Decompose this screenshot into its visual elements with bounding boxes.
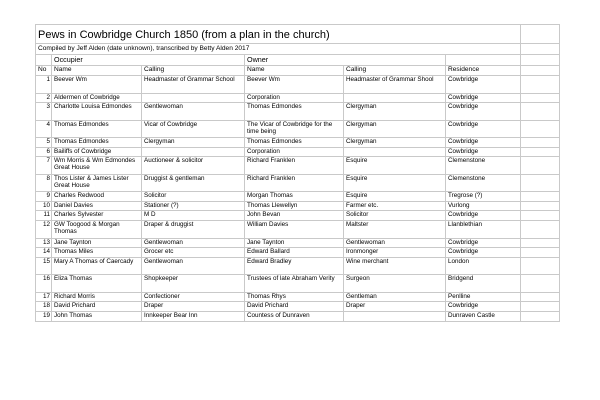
spreadsheet xyxy=(35,24,560,322)
cell-occupier-calling: Draper & druggist xyxy=(142,221,245,239)
cell-occupier-calling: Stationer (?) xyxy=(142,201,245,211)
cell-residence: Tregrose (?) xyxy=(446,192,521,202)
cell-occupier-name: Mary A Thomas of Caercady xyxy=(52,257,142,275)
cell-owner-calling: Gentleman xyxy=(344,292,446,302)
subtitle-row xyxy=(36,44,560,55)
cell-owner-name: The Vicar of Cowbridge for the time being xyxy=(245,120,344,138)
cell-occupier-calling: Confectioner xyxy=(142,292,245,302)
table-row xyxy=(36,93,560,103)
table-row xyxy=(36,302,560,312)
empty-cell xyxy=(521,157,560,175)
cell-owner-calling: Farmer etc. xyxy=(344,201,446,211)
occupier-group-header: Occupier xyxy=(52,55,245,66)
table-row xyxy=(36,138,560,148)
cell-occupier-name: Thomas Edmondes xyxy=(52,138,142,148)
cell-occupier-calling: Gentlewoman xyxy=(142,238,245,248)
cell-residence: Cowbridge xyxy=(446,211,521,221)
cell-owner-name: David Prichard xyxy=(245,302,344,312)
empty-cell xyxy=(521,55,560,66)
empty-cell xyxy=(521,248,560,258)
cell-residence: Cowbridge xyxy=(446,238,521,248)
cell-no: 18 xyxy=(36,302,52,312)
cell-occupier-name: Charlotte Louisa Edmondes xyxy=(52,103,142,121)
cell-occupier-name: Charles Redwood xyxy=(52,192,142,202)
cell-owner-calling: Esquire xyxy=(344,174,446,192)
cell-occupier-name: Bailiffs of Cowbridge xyxy=(52,147,142,157)
cell-residence: Cowbridge xyxy=(446,76,521,94)
cell-occupier-name: Richard Morris xyxy=(52,292,142,302)
empty-cell xyxy=(521,201,560,211)
cell-owner-calling xyxy=(344,93,446,103)
header-owner-calling: Calling xyxy=(344,66,446,76)
title-row xyxy=(36,25,560,44)
cell-occupier-calling: Shopkeeper xyxy=(142,275,245,293)
cell-owner-calling: Gentlewoman xyxy=(344,238,446,248)
cell-owner-name: Morgan Thomas xyxy=(245,192,344,202)
cell-no: 6 xyxy=(36,147,52,157)
cell-no: 9 xyxy=(36,192,52,202)
empty-cell xyxy=(521,103,560,121)
cell-owner-calling: Maltster xyxy=(344,221,446,239)
cell-owner-calling: Ironmonger xyxy=(344,248,446,258)
header-owner-name: Name xyxy=(245,66,344,76)
cell-owner-calling: Surgeon xyxy=(344,275,446,293)
table-row xyxy=(36,174,560,192)
cell-owner-name: Beever Wm xyxy=(245,76,344,94)
empty-cell xyxy=(521,257,560,275)
cell-owner-name: Thomas Edmondes xyxy=(245,138,344,148)
cell-no: 17 xyxy=(36,292,52,302)
table-row xyxy=(36,248,560,258)
cell-occupier-calling: Auctioneer & solicitor xyxy=(142,157,245,175)
empty-cell xyxy=(521,138,560,148)
table-row xyxy=(36,292,560,302)
empty-cell xyxy=(36,55,52,66)
table-row xyxy=(36,147,560,157)
cell-no: 19 xyxy=(36,311,52,321)
cell-owner-name: Jane Taynton xyxy=(245,238,344,248)
cell-owner-name: Edward Bradley xyxy=(245,257,344,275)
column-header-row xyxy=(36,66,560,76)
cell-no: 11 xyxy=(36,211,52,221)
cell-owner-name: Corporation xyxy=(245,147,344,157)
cell-occupier-calling xyxy=(142,93,245,103)
cell-owner-calling: Wine merchant xyxy=(344,257,446,275)
cell-occupier-name: David Prichard xyxy=(52,302,142,312)
empty-cell xyxy=(521,174,560,192)
cell-owner-name: Thomas Rhys xyxy=(245,292,344,302)
cell-occupier-name: Thos Lister & James Lister Great House xyxy=(52,174,142,192)
empty-cell xyxy=(521,66,560,76)
cell-owner-name: Richard Franklen xyxy=(245,174,344,192)
empty-cell xyxy=(521,25,560,44)
cell-owner-name: Thomas Llewellyn xyxy=(245,201,344,211)
table-row xyxy=(36,275,560,293)
table-row xyxy=(36,157,560,175)
cell-owner-calling: Clergyman xyxy=(344,138,446,148)
cell-residence: Cowbridge xyxy=(446,147,521,157)
cell-occupier-name: Charles Sylvester xyxy=(52,211,142,221)
cell-no: 16 xyxy=(36,275,52,293)
cell-occupier-name: John Thomas xyxy=(52,311,142,321)
empty-cell xyxy=(521,192,560,202)
cell-owner-name: John Bevan xyxy=(245,211,344,221)
header-no: No xyxy=(36,66,52,76)
cell-no: 3 xyxy=(36,103,52,121)
empty-cell xyxy=(521,275,560,293)
pews-table xyxy=(35,24,560,322)
cell-owner-calling: Esquire xyxy=(344,192,446,202)
cell-no: 2 xyxy=(36,93,52,103)
cell-occupier-calling xyxy=(142,147,245,157)
group-header-row xyxy=(36,55,560,66)
cell-no: 5 xyxy=(36,138,52,148)
cell-owner-calling xyxy=(344,147,446,157)
cell-no: 15 xyxy=(36,257,52,275)
cell-occupier-name: GW Toogood & Morgan Thomas xyxy=(52,221,142,239)
cell-occupier-calling: Gentlewoman xyxy=(142,257,245,275)
empty-cell xyxy=(521,311,560,321)
cell-occupier-name: Eliza Thomas xyxy=(52,275,142,293)
cell-no: 7 xyxy=(36,157,52,175)
cell-occupier-calling: Druggist & gentleman xyxy=(142,174,245,192)
cell-occupier-calling: Clergyman xyxy=(142,138,245,148)
cell-owner-calling: Draper xyxy=(344,302,446,312)
cell-residence: Cowbridge xyxy=(446,120,521,138)
empty-cell xyxy=(521,211,560,221)
cell-occupier-name: Aldermen of Cowbridge xyxy=(52,93,142,103)
cell-residence: Clemenstone xyxy=(446,174,521,192)
cell-residence: London xyxy=(446,257,521,275)
empty-cell xyxy=(521,120,560,138)
cell-occupier-name: Jane Taynton xyxy=(52,238,142,248)
table-row xyxy=(36,201,560,211)
table-row xyxy=(36,120,560,138)
cell-residence: Cowbridge xyxy=(446,93,521,103)
table-row xyxy=(36,311,560,321)
cell-residence: Clemenstone xyxy=(446,157,521,175)
cell-occupier-calling: Grocer etc xyxy=(142,248,245,258)
cell-no: 1 xyxy=(36,76,52,94)
header-occupier-name: Name xyxy=(52,66,142,76)
cell-residence: Penlline xyxy=(446,292,521,302)
cell-occupier-calling: Headmaster of Grammar School xyxy=(142,76,245,94)
header-residence: Residence xyxy=(446,66,521,76)
cell-owner-name: Richard Franklen xyxy=(245,157,344,175)
cell-owner-calling: Solicitor xyxy=(344,211,446,221)
empty-cell xyxy=(446,55,521,66)
cell-no: 4 xyxy=(36,120,52,138)
table-row xyxy=(36,221,560,239)
cell-owner-name: Trustees of late Abraham Verity xyxy=(245,275,344,293)
empty-cell xyxy=(521,93,560,103)
cell-residence: Dunraven Castle xyxy=(446,311,521,321)
sheet-title: Pews in Cowbridge Church 1850 (from a plan in the church) xyxy=(36,25,521,44)
cell-occupier-name: Thomas Edmondes xyxy=(52,120,142,138)
cell-residence: Cowbridge xyxy=(446,138,521,148)
empty-cell xyxy=(521,76,560,94)
cell-residence: Cowbridge xyxy=(446,248,521,258)
cell-owner-name: Thomas Edmondes xyxy=(245,103,344,121)
table-row xyxy=(36,257,560,275)
cell-owner-calling: Esquire xyxy=(344,157,446,175)
empty-cell xyxy=(521,221,560,239)
sheet-subtitle: Compiled by Jeff Alden (date unknown), transcribed by Betty Alden 2017 xyxy=(36,44,521,55)
owner-group-header: Owner xyxy=(245,55,446,66)
cell-residence: Vurlong xyxy=(446,201,521,211)
cell-owner-calling: Headmaster of Grammar Shool xyxy=(344,76,446,94)
table-row xyxy=(36,192,560,202)
table-row xyxy=(36,238,560,248)
cell-owner-name: William Davies xyxy=(245,221,344,239)
header-occupier-calling: Calling xyxy=(142,66,245,76)
empty-cell xyxy=(521,292,560,302)
cell-occupier-calling: M D xyxy=(142,211,245,221)
cell-owner-calling: Clergyman xyxy=(344,103,446,121)
empty-cell xyxy=(521,302,560,312)
cell-owner-name: Corporation xyxy=(245,93,344,103)
cell-no: 14 xyxy=(36,248,52,258)
cell-occupier-calling: Vicar of Cowbridge xyxy=(142,120,245,138)
cell-no: 12 xyxy=(36,221,52,239)
cell-no: 10 xyxy=(36,201,52,211)
cell-owner-calling: Clergyman xyxy=(344,120,446,138)
cell-residence: Cowbridge xyxy=(446,302,521,312)
cell-occupier-name: Thomas Miles xyxy=(52,248,142,258)
cell-occupier-calling: Draper xyxy=(142,302,245,312)
cell-residence: Llanblethian xyxy=(446,221,521,239)
cell-occupier-calling: Innkeeper Bear Inn xyxy=(142,311,245,321)
cell-occupier-name: Beever Wm xyxy=(52,76,142,94)
cell-occupier-calling: Gentlewoman xyxy=(142,103,245,121)
empty-cell xyxy=(521,238,560,248)
cell-no: 8 xyxy=(36,174,52,192)
table-row xyxy=(36,211,560,221)
cell-residence: Cowbridge xyxy=(446,103,521,121)
table-row xyxy=(36,103,560,121)
cell-owner-name: Edward Ballard xyxy=(245,248,344,258)
cell-occupier-name: Daniel Davies xyxy=(52,201,142,211)
cell-occupier-name: Wm Morris & Wm Edmondes Great House xyxy=(52,157,142,175)
cell-owner-name: Countess of Dunraven xyxy=(245,311,344,321)
empty-cell xyxy=(521,44,560,55)
cell-no: 13 xyxy=(36,238,52,248)
empty-cell xyxy=(521,147,560,157)
table-row xyxy=(36,76,560,94)
cell-owner-calling xyxy=(344,311,446,321)
cell-occupier-calling: Solicitor xyxy=(142,192,245,202)
cell-residence: Bridgend xyxy=(446,275,521,293)
